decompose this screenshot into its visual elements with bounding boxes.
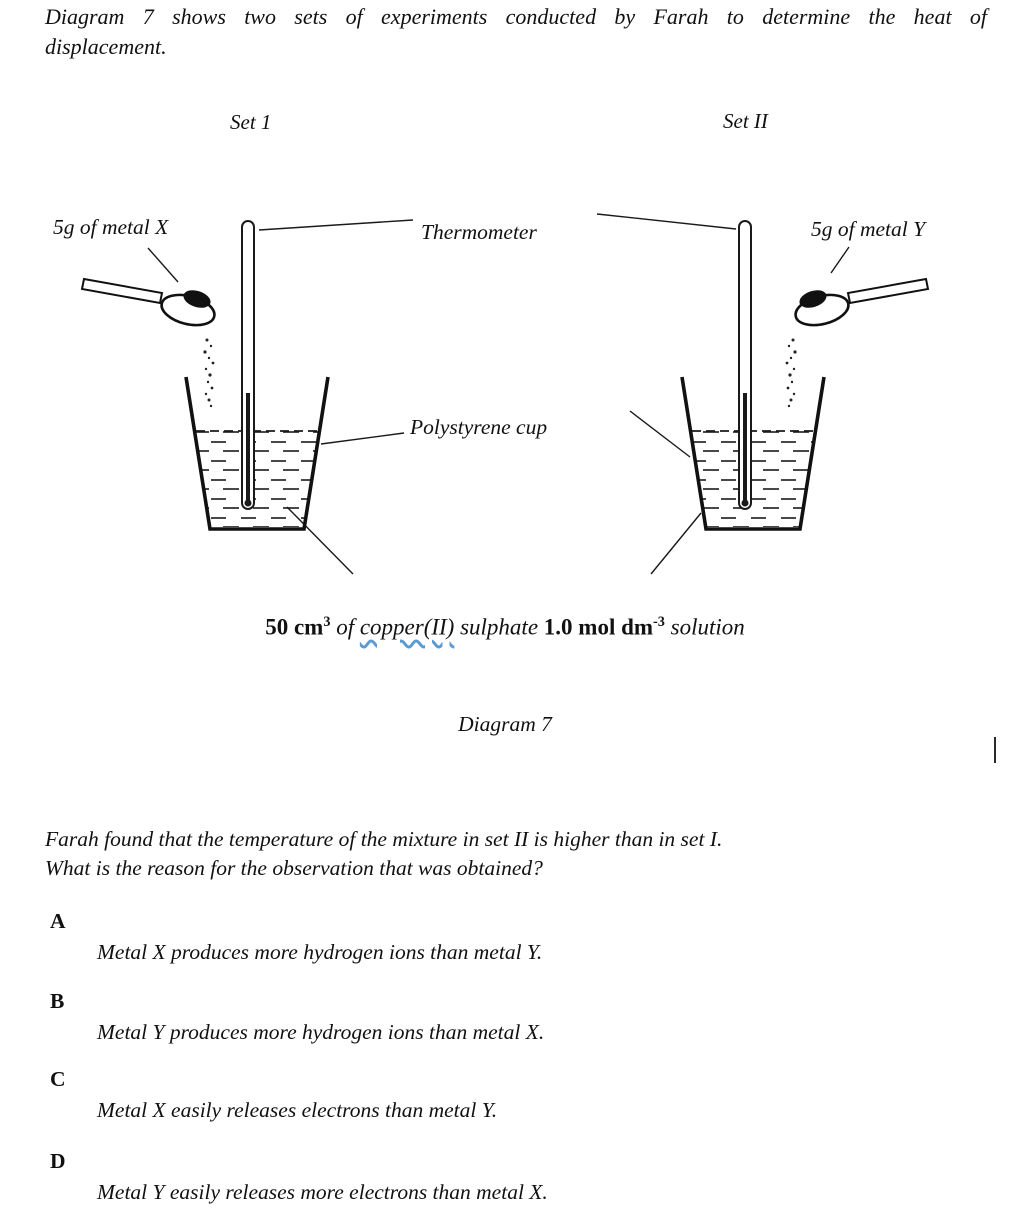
solution-volume: 50 cm: [265, 614, 324, 640]
solution-concentration: 1.0 mol dm: [543, 614, 654, 640]
option-c-text: Metal X easily releases electrons than metal Y.: [97, 1097, 498, 1122]
solution-concentration-sup: -3: [653, 614, 665, 630]
solution-word: solution: [664, 614, 745, 640]
option-a-text: Metal X produces more hydrogen ions than metal Y.: [97, 939, 543, 964]
set1-label: Set 1: [230, 110, 272, 134]
thermometer-label: Thermometer: [421, 220, 537, 244]
set2-label: Set II: [723, 109, 768, 133]
polystyrene-cup-label: Polystyrene cup: [410, 415, 548, 439]
thermometer-left-graphic: [242, 221, 254, 509]
spoon-right-icon: [792, 279, 928, 330]
spoon-handle-left: [82, 279, 162, 303]
spoon-handle-right: [848, 279, 928, 303]
powder-stream-right: [786, 339, 797, 408]
prompt-text: What is the reason for the observation that was obtained?: [45, 856, 543, 880]
option-d: [50, 1150, 548, 1205]
set2-apparatus: [682, 221, 928, 529]
option-b-letter: B: [50, 989, 65, 1013]
metal-y-pointer-line: [831, 247, 849, 273]
option-b: [50, 990, 544, 1045]
intro-line-2: displacement.: [45, 34, 167, 59]
option-d-letter: D: [50, 1149, 66, 1173]
solution-volume-sup: 3: [323, 614, 331, 630]
thermometer-pointer-line-left: [259, 220, 413, 230]
metal-x-pointer-line: [148, 248, 178, 282]
solution-copper-word: copper(II): [359, 614, 455, 640]
powder-stream-left: [203, 339, 214, 408]
cup-pointer-line-left: [321, 433, 404, 444]
solution-of: of: [330, 614, 360, 640]
solution-label: [0, 614, 1010, 641]
intro-line-1: Diagram 7 shows two sets of experiments conducted by Farah to determine the heat of: [45, 4, 987, 29]
set1-apparatus: [82, 221, 328, 529]
spoon-left-icon: [82, 279, 218, 330]
solution-sulphate: sulphate: [454, 614, 544, 640]
cup-pointer-line-right: [630, 411, 690, 457]
thermometer-pointer-line-right: [597, 214, 736, 229]
option-a: [50, 910, 542, 965]
finding-text: Farah found that the temperature of the mixture in set II is higher than in set I.: [45, 827, 723, 851]
option-d-text: Metal Y easily releases more electrons than metal X.: [97, 1179, 548, 1204]
metal-y-label: 5g of metal Y: [811, 217, 926, 241]
option-c: [50, 1068, 497, 1123]
option-a-letter: A: [50, 909, 66, 933]
thermometer-right-graphic: [739, 221, 751, 509]
diagram-caption: Diagram 7: [458, 712, 552, 736]
option-c-letter: C: [50, 1067, 66, 1091]
text-cursor-mark: [994, 737, 996, 763]
solution-pointer-line-right: [651, 513, 701, 574]
option-b-text: Metal Y produces more hydrogen ions than metal X.: [97, 1019, 545, 1044]
metal-x-label: 5g of metal X: [53, 215, 169, 239]
